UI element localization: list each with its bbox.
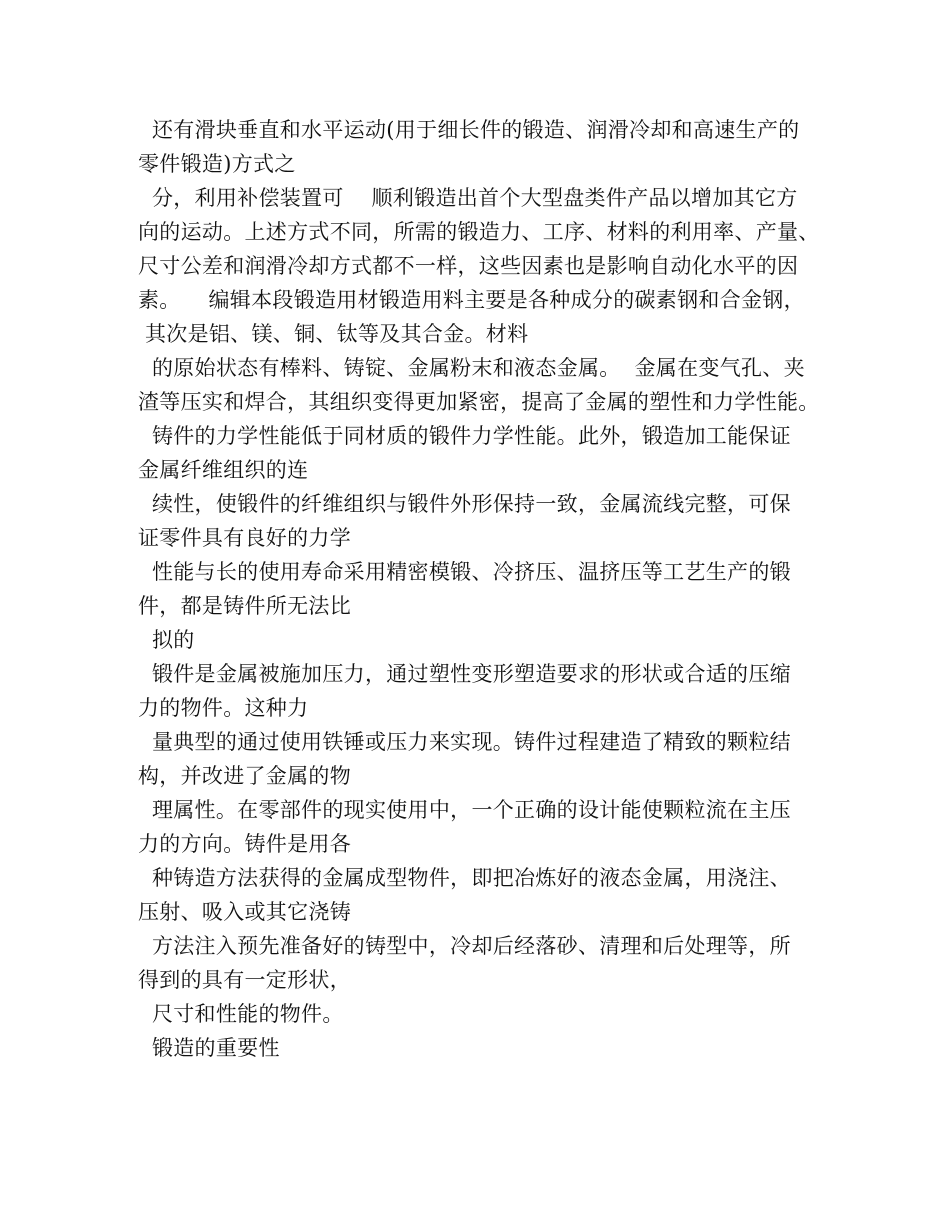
text-line: 尺寸和性能的物件。 [138,1002,344,1026]
text-line: 力的物件。这种力 [138,696,309,720]
text-line: 件，都是铸件所无法比 [138,594,351,618]
text-line: 得到的具有一定形状， [138,968,351,992]
text-line: 还有滑块垂直和水平运动(用于细长件的锻造、润滑冷却和高速生产的 [138,118,800,142]
text-line: 理属性。在零部件的现实使用中，一个正确的设计能使颗粒流在主压 [138,798,791,822]
text-line: 渣等压实和焊合，其组织变得更加紧密，提高了金属的塑性和力学性能。 [138,390,820,414]
text-line: 量典型的通过使用铁锤或压力来实现。铸件过程建造了精致的颗粒结 [138,730,791,754]
text-line: 证零件具有良好的力学 [138,526,351,550]
text-line: 方法注入预先准备好的铸型中，冷却后经落砂、清理和后处理等，所 [138,934,791,958]
text-line: 尺寸公差和润滑冷却方式都不一样，这些因素也是影响自动化水平的因 [138,254,799,278]
text-line: 素。 编辑本段锻造用材锻造用料主要是各种成分的碳素钢和合金钢， [138,288,805,312]
text-line: 拟的 [138,628,195,652]
text-line: 零件锻造)方式之 [138,152,296,176]
text-line: 分，利用补偿装置可 顺利锻造出首个大型盘类件产品以增加其它方 [138,186,798,210]
text-line: 锻件是金属被施加压力，通过塑性变形塑造要求的形状或合适的压缩 [138,662,791,686]
text-line: 铸件的力学性能低于同材质的锻件力学性能。此外，锻造加工能保证 [138,424,791,448]
text-line: 构，并改进了金属的物 [138,764,351,788]
section-heading: 锻造的重要性 [138,1036,280,1060]
text-line: 性能与长的使用寿命采用精密模锻、冷挤压、温挤压等工艺生产的锻 [138,560,791,584]
text-line: 续性，使锻件的纤维组织与锻件外形保持一致，金属流线完整，可保 [138,492,791,516]
text-line: 其次是铝、镁、铜、钛等及其合金。材料 [138,322,529,346]
text-line: 金属纤维组织的连 [138,458,309,482]
text-line: 向的运动。上述方式不同，所需的锻造力、工序、材料的利用率、产量、 [138,220,820,244]
body-text [138,113,838,1065]
text-line: 力的方向。铸件是用各 [138,832,351,856]
text-line: 的原始状态有棒料、铸锭、金属粉末和液态金属。 金属在变气孔、夹 [138,356,805,380]
text-line: 种铸造方法获得的金属成型物件，即把冶炼好的液态金属，用浇注、 [138,866,791,890]
text-line: 压射、吸入或其它浇铸 [138,900,351,924]
